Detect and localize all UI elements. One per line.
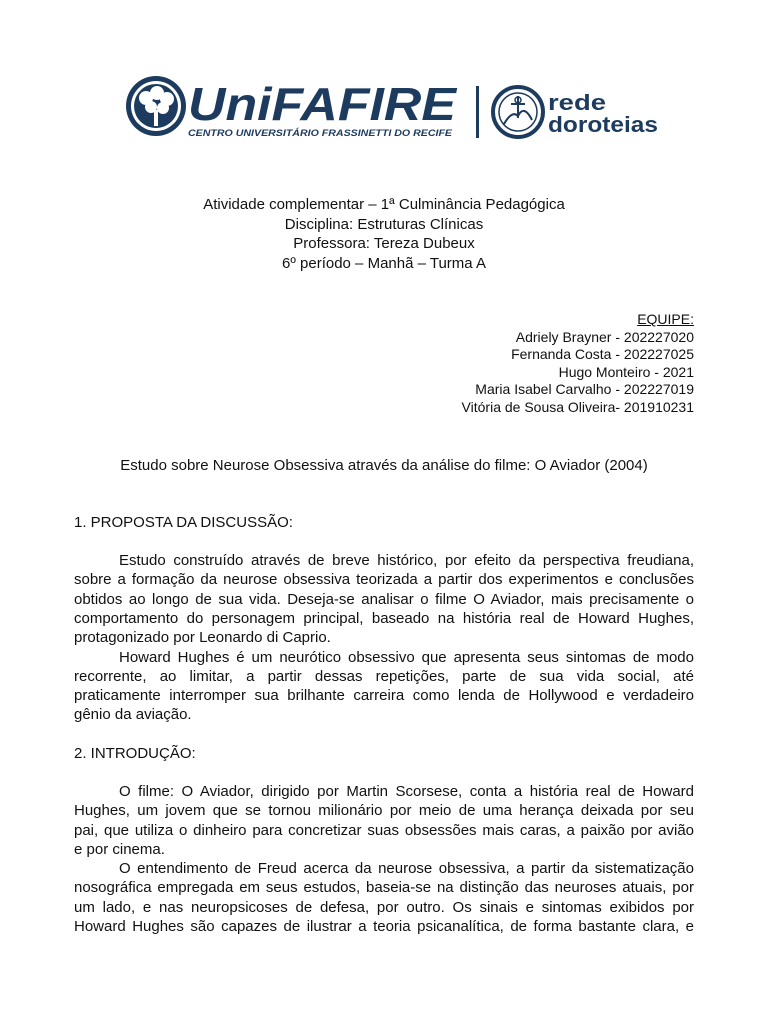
paragraph — [74, 648, 694, 725]
team-member: Vitória de Sousa Oliveira- 201910231 — [461, 398, 694, 415]
paragraph-line: Howard Hughes são capazes de ilustrar a teoria psicanalítica, de forma bastante clara, e — [74, 917, 694, 935]
paragraph — [74, 782, 694, 859]
paragraph-line: Estudo construído através de breve histórico, por efeito da perspectiva freudiana, — [119, 552, 694, 569]
section-heading: 1. PROPOSTA DA DISCUSSÃO: — [74, 514, 293, 531]
paragraph — [74, 859, 694, 936]
paragraph — [74, 551, 694, 647]
discipline-line: Disciplina: Estruturas Clínicas — [284, 215, 484, 233]
paragraph-line: comportamento do personagem principal, baseado na história real de Howard Hughes, — [74, 609, 694, 627]
paragraph-line: sobre a formação da neurose obsessiva teorizada a partir dos experimentos e conclusões — [74, 571, 694, 589]
paragraph-line: obtidos ao longo de sua vida. Deseja-se analisar o filme O Aviador, mais precisamente o — [74, 590, 694, 608]
team-member: Fernanda Costa - 202227025 — [511, 346, 694, 362]
paragraph-line: protagonizado por Leonardo di Caprio. — [74, 629, 331, 647]
paragraph-line: O filme: O Aviador, dirigido por Martin Scorsese, conta a história real de Howard — [119, 783, 694, 800]
rede-doroteias-emblem — [493, 87, 543, 137]
unifafire-tagline: CENTRO UNIVERSITÁRIO FRASSINETTI DO RECIFE — [188, 128, 454, 138]
team-member: Maria Isabel Carvalho - 202227019 — [475, 381, 694, 397]
paragraph-line: pai, que utiliza o dinheiro para concretizar suas obsessões mais caras, a paixão por avião — [74, 821, 694, 839]
logo-header — [124, 74, 664, 142]
unifafire-wordmark: UniFAFIRE — [188, 78, 458, 130]
section-heading: 2. INTRODUÇÃO: — [74, 745, 196, 762]
paragraph-line: um lado, e nas neuropsicoses de defesa, por outro. Os sinais e sintomas exibidos por — [74, 898, 694, 916]
activity-line: Atividade complementar – 1ª Culminância Pedagógica — [203, 196, 565, 213]
paragraph-line: e por cinema. — [74, 840, 165, 858]
study-title: Estudo sobre Neurose Obsessiva através da análise do filme: O Aviador (2004) — [120, 457, 648, 474]
team-label: EQUIPE: — [637, 311, 694, 327]
logo-divider — [476, 86, 479, 138]
paragraph-line: gênio da aviação. — [74, 706, 192, 724]
doroteias-wordmark: doroteias — [548, 112, 658, 137]
institution-logos — [124, 74, 664, 142]
period-line: 6º período – Manhã – Turma A — [282, 254, 486, 272]
paragraph-line: Howard Hughes é um neurótico obsessivo que apresenta seus sintomas de modo — [119, 648, 694, 666]
professor-line: Professora: Tereza Dubeux — [293, 235, 475, 252]
unifafire-emblem — [126, 76, 186, 136]
team-member: Hugo Monteiro - 2021 — [558, 363, 694, 380]
course-header — [0, 195, 768, 273]
paragraph-line: O entendimento de Freud acerca da neurose obsessiva, a partir da sistematização — [119, 860, 694, 877]
team-list — [462, 311, 694, 416]
paragraph-line: nosográfica empregada em seus estudos, baseia-se na distinção das neuroses atuais, por — [74, 879, 694, 897]
rede-wordmark: rede — [548, 90, 606, 115]
team-member: Adriely Brayner - 202227020 — [515, 328, 694, 345]
paragraph-line: praticamente interromper sua brilhante carreira como lenda de Hollywood e verdadeiro — [74, 687, 694, 705]
paragraph-line: Hughes, um jovem que se tornou milionário por meio de uma herança deixada por seu — [74, 802, 694, 820]
paragraph-line: recorrente, ao limitar, a partir dessas repetições, parte de sua vida social, até — [74, 667, 694, 685]
